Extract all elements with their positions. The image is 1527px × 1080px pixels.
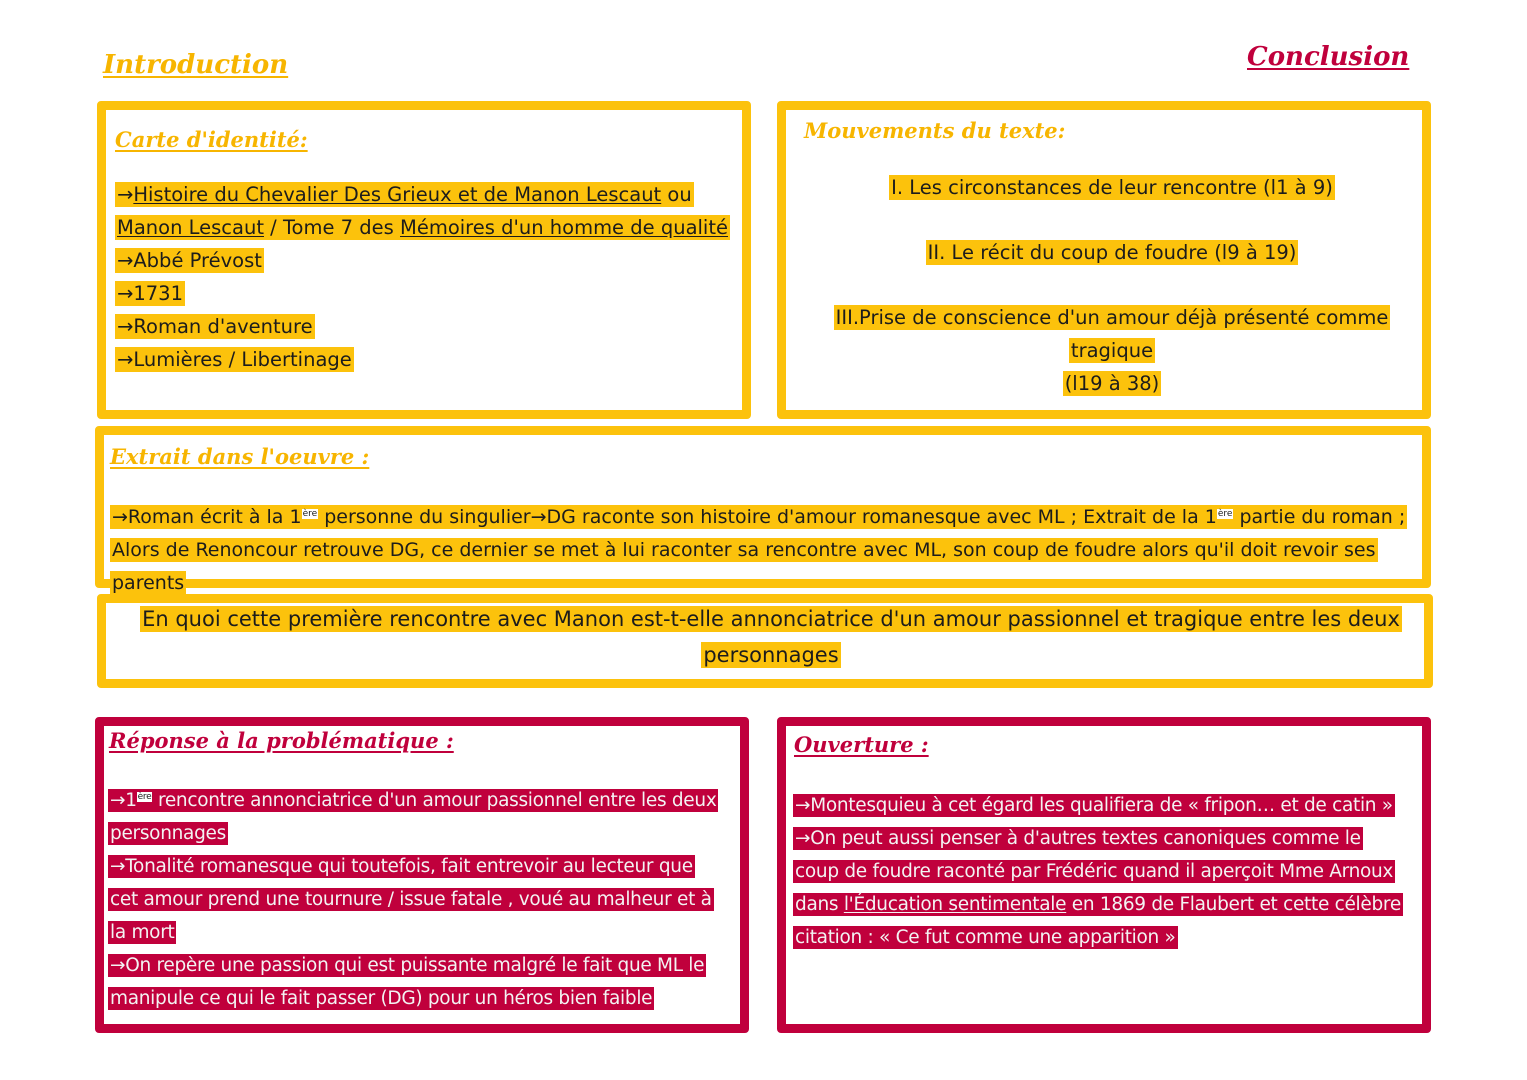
opening-content <box>793 789 1425 954</box>
identity-movement: →Lumières / Libertinage <box>117 348 352 371</box>
opening-line-3: coup de foudre raconté par Frédéric quand il aperçoit Mme Arnoux <box>795 861 1394 882</box>
novel-title: l'Éducation sentimentale <box>843 894 1067 915</box>
work-title: Histoire du Chevalier Des Grieux et de Manon Lescaut <box>133 183 662 206</box>
movement-item-1: I. Les circonstances de leur rencontre (l1 à 9) <box>891 176 1333 199</box>
identity-genre: →Roman d'aventure <box>117 315 313 338</box>
movement-item-3-lines: (l19 à 38) <box>1064 372 1160 395</box>
work-short-title: Manon Lescaut <box>117 216 264 239</box>
problem-line-2: personnages <box>703 643 839 667</box>
answer-point-2: →Tonalité romanesque qui toutefois, fait entrevoir au lecteur que <box>110 856 693 877</box>
identity-work-line: →Histoire du Chevalier Des Grieux et de Manon Lescaut ou <box>117 183 692 206</box>
opening-line-2: →On peut aussi penser à d'autres textes canoniques comme le <box>795 828 1361 849</box>
identity-work-line-2: Manon Lescaut / Tome 7 des Mémoires d'un homme de qualité <box>117 216 728 239</box>
identity-card-title: Carte d'identité: <box>115 127 308 152</box>
identity-author: →Abbé Prévost <box>117 249 262 272</box>
answer-point-3: →On repère une passion qui est puissante malgré le fait que ML le <box>110 955 705 976</box>
movement-item-2: II. Le récit du coup de foudre (l9 à 19) <box>927 241 1297 264</box>
opening-line-4: dans l'Éducation sentimentale en 1869 de Flaubert et cette célèbre <box>795 894 1401 915</box>
answer-point-3-cont: manipule ce qui le fait passer (DG) pour un héros bien faible <box>110 988 653 1009</box>
conclusion-heading: Conclusion <box>1247 42 1410 72</box>
opening-line-5: citation : « Ce fut comme une apparition » <box>795 927 1176 948</box>
extract-title: Extrait dans l'oeuvre : <box>110 444 370 469</box>
answer-point-1: →1ère rencontre annonciatrice d'un amour passionnel entre les deux <box>110 790 717 811</box>
text-movements-list <box>795 171 1429 400</box>
memoirs-title: Mémoires d'un homme de qualité <box>400 216 728 239</box>
answer-point-2-end: la mort <box>110 922 175 943</box>
identity-card-content <box>115 178 735 376</box>
identity-year: →1731 <box>117 282 183 305</box>
extract-line-1: →Roman écrit à la 1ère personne du singulier→DG raconte son histoire d'amour romanesque avec ML ; Extrait de la 1ère partie du roman ; <box>112 506 1406 528</box>
opening-line-1: →Montesquieu à cet égard les qualifiera de « fripon… et de catin » <box>795 795 1393 816</box>
answer-content <box>108 784 738 1015</box>
answer-title: Réponse à la problématique : <box>109 728 454 753</box>
answer-point-2-cont: cet amour prend une tournure / issue fatale , voué au malheur et à <box>110 889 712 910</box>
text-movements-title: Mouvements du texte: <box>804 118 1066 143</box>
problem-line-1: En quoi cette première rencontre avec Manon est-t-elle annonciatrice d'un amour passionnel et tragique entre les deux <box>142 607 1400 631</box>
movement-item-3: III.Prise de conscience d'un amour déjà présenté comme tragique <box>835 306 1389 362</box>
extract-line-2: Alors de Renoncour retrouve DG, ce dernier se met à lui raconter sa rencontre avec ML, son coup de foudre alors qu'il doit revoir ses parents <box>112 539 1376 594</box>
introduction-heading: Introduction <box>103 50 289 80</box>
answer-point-1-cont: personnages <box>110 823 226 844</box>
extract-content <box>110 501 1420 600</box>
problem-statement <box>110 601 1432 673</box>
opening-title: Ouverture : <box>794 732 929 757</box>
